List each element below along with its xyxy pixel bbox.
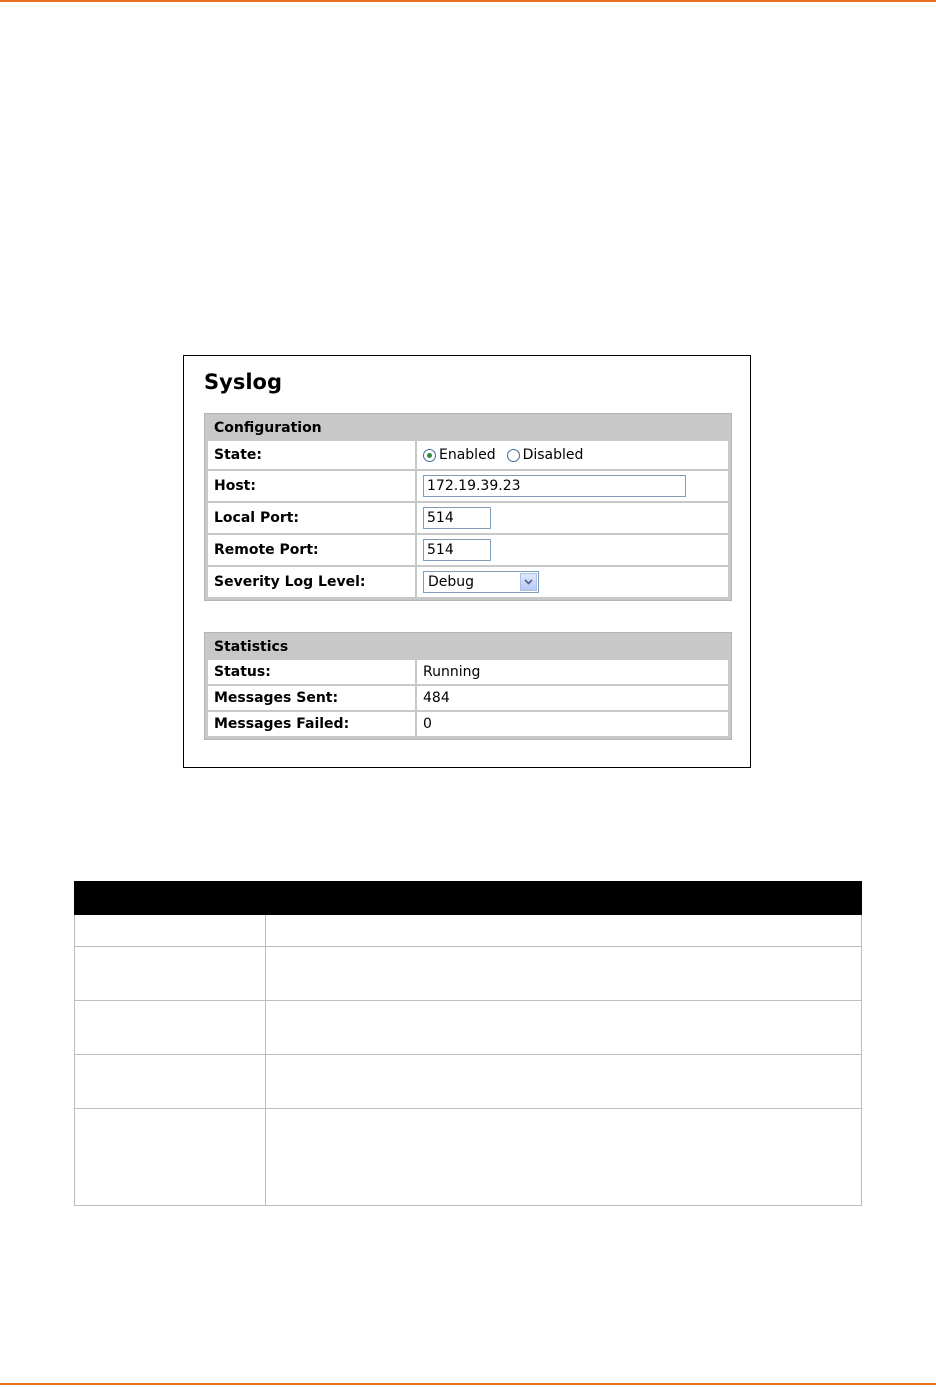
local-port-label: Local Port: — [208, 503, 415, 533]
host-value — [417, 471, 728, 501]
settings-description-table — [74, 881, 862, 1206]
table-cell — [266, 947, 862, 1001]
table-header-cell — [266, 882, 862, 915]
state-enabled-label[interactable]: Enabled — [439, 447, 496, 463]
configuration-panel — [204, 413, 732, 601]
severity-value — [417, 567, 728, 597]
host-input[interactable] — [423, 475, 686, 497]
messages-failed-row — [208, 712, 728, 736]
local-port-row — [208, 503, 728, 533]
status-row — [208, 660, 728, 684]
messages-sent-row — [208, 686, 728, 710]
state-disabled-radio[interactable] — [507, 449, 520, 462]
table-row — [75, 1055, 862, 1109]
syslog-screenshot — [183, 355, 751, 768]
messages-sent-value: 484 — [417, 686, 728, 710]
configuration-heading: Configuration — [214, 420, 322, 436]
state-value — [417, 441, 728, 469]
messages-sent-label: Messages Sent: — [208, 686, 415, 710]
table-header-cell — [75, 882, 266, 915]
table-cell — [266, 1055, 862, 1109]
table-cell — [266, 1109, 862, 1206]
table-row — [75, 915, 862, 947]
status-value: Running — [417, 660, 728, 684]
table-cell — [266, 1001, 862, 1055]
remote-port-input[interactable] — [423, 539, 491, 561]
top-rule — [0, 0, 936, 2]
state-disabled-label[interactable]: Disabled — [522, 447, 584, 463]
state-radio-group — [417, 447, 594, 463]
table-row — [75, 1001, 862, 1055]
local-port-input[interactable] — [423, 507, 491, 529]
state-label: State: — [208, 441, 415, 469]
messages-failed-label: Messages Failed: — [208, 712, 415, 736]
radio-selected-dot — [427, 453, 432, 458]
remote-port-value — [417, 535, 728, 565]
host-label: Host: — [208, 471, 415, 501]
table-row — [75, 947, 862, 1001]
table-cell — [266, 915, 862, 947]
remote-port-label: Remote Port: — [208, 535, 415, 565]
host-row — [208, 471, 728, 501]
state-row — [208, 441, 728, 469]
chevron-down-icon[interactable] — [520, 573, 537, 591]
severity-label: Severity Log Level: — [208, 567, 415, 597]
remote-port-row — [208, 535, 728, 565]
table-cell — [75, 1109, 266, 1206]
messages-failed-value: 0 — [417, 712, 728, 736]
severity-select[interactable] — [423, 571, 539, 593]
table-cell — [75, 947, 266, 1001]
statistics-panel — [204, 632, 732, 740]
table-row — [75, 1109, 862, 1206]
table-cell — [75, 1001, 266, 1055]
local-port-value — [417, 503, 728, 533]
status-label: Status: — [208, 660, 415, 684]
statistics-heading: Statistics — [214, 639, 289, 655]
state-enabled-radio[interactable] — [423, 449, 436, 462]
severity-selected-value: Debug — [428, 574, 475, 590]
table-cell — [75, 915, 266, 947]
page-title: Syslog — [204, 370, 282, 394]
bottom-rule — [0, 1383, 936, 1385]
table-header-row — [75, 882, 862, 915]
severity-row — [208, 567, 728, 597]
table-cell — [75, 1055, 266, 1109]
